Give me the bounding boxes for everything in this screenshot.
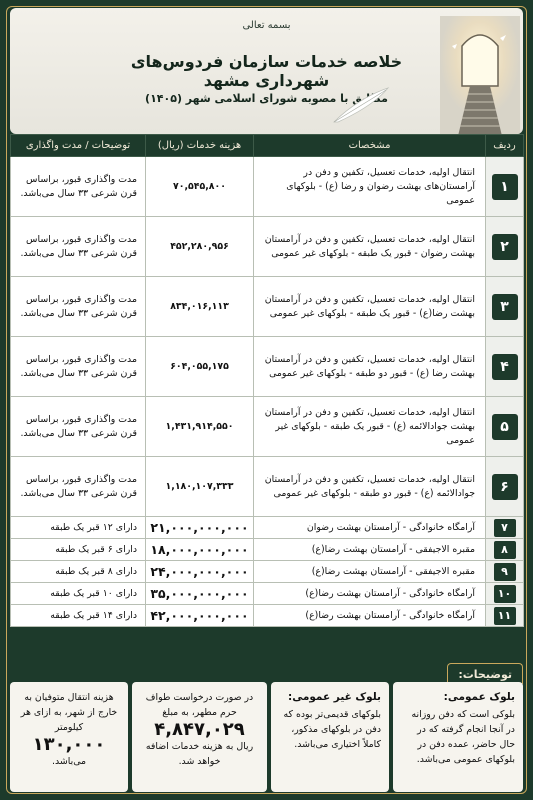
- row-number: ۸: [494, 541, 516, 559]
- table-row: [11, 397, 524, 457]
- row-desc: مدت واگذاری قبور، براساس قرن شرعی ۳۳ سال می‌باشد.: [11, 337, 146, 397]
- notes-heading: توضیحات:: [447, 663, 523, 684]
- page-subtitle: مطابق با مصوبه شورای اسلامی شهر (۱۴۰۵): [145, 92, 388, 105]
- table-row: [11, 157, 524, 217]
- row-number: ۱۱: [494, 607, 516, 625]
- row-spec: مقبره الاجیفقی - آرامستان بهشت رضا(ع): [254, 561, 486, 583]
- row-cost: ۱,۱۸۰,۱۰۷,۳۳۳: [146, 457, 254, 517]
- table-row: [11, 457, 524, 517]
- table-row: [11, 561, 524, 583]
- table-row: [11, 217, 524, 277]
- row-cost: ۲۱,۰۰۰,۰۰۰,۰۰۰: [146, 517, 254, 539]
- row-spec: آرامگاه خانوادگی - آرامستان بهشت رضا(ع): [254, 583, 486, 605]
- row-spec: انتقال اولیه، خدمات تعسیل، تکفین و دفن در آرامستان بهشت رضوان - قبور یک طبقه - بلوکهای غیر عمومی: [254, 217, 486, 277]
- notes-section: [10, 682, 523, 792]
- note-haram-pre: در صورت درخواست طواف حرم مطهر، به مبلغ: [145, 692, 254, 718]
- note-private-block: [271, 682, 389, 792]
- page-title: خلاصه خدمات سازمان فردوس‌های شهرداری مشهد: [130, 52, 403, 90]
- row-number: ۴: [492, 354, 518, 380]
- col-spec: مشخصات: [254, 135, 486, 157]
- row-desc: مدت واگذاری قبور، براساس قرن شرعی ۳۳ سال می‌باشد.: [11, 397, 146, 457]
- table-row: [11, 539, 524, 561]
- row-number: ۵: [492, 414, 518, 440]
- header: [10, 8, 523, 134]
- row-desc: دارای ۶ قبر یک طبقه: [11, 539, 146, 561]
- note-haram-amount: ۴,۸۴۷,۰۲۹: [154, 719, 245, 740]
- note-private-text: بلوکهای قدیمی‌تر بوده که دفن در بلوکهای مذکور، کاملاً اختیاری می‌باشد.: [283, 709, 381, 750]
- row-cost: ۱,۴۳۱,۹۱۴,۵۵۰: [146, 397, 254, 457]
- table-row: [11, 277, 524, 337]
- row-desc: دارای ۱۴ قبر یک طبقه: [11, 605, 146, 627]
- row-number: ۱۰: [494, 585, 516, 603]
- row-cost: ۱۸,۰۰۰,۰۰۰,۰۰۰: [146, 539, 254, 561]
- row-desc: مدت واگذاری قبور، براساس قرن شرعی ۳۳ سال می‌باشد.: [11, 457, 146, 517]
- row-spec: مقبره الاجیفقی - آرامستان بهشت رضا(ع): [254, 539, 486, 561]
- note-public-text: بلوکی است که دفن روزانه در آنجا انجام گرفته که در حال حاضر، عمده دفن در بلوکهای عمومی می‌باشد.: [411, 709, 515, 765]
- row-desc: دارای ۱۰ قبر یک طبقه: [11, 583, 146, 605]
- note-transfer-pre: هزینه انتقال متوفیان به خارج از شهر، به ازای هر کیلومتر: [20, 692, 118, 733]
- row-cost: ۲۴,۰۰۰,۰۰۰,۰۰۰: [146, 561, 254, 583]
- row-spec: انتقال اولیه، خدمات تعسیل، تکفین و دفن در آرامستان بهشت رضا (ع) - قبور دو طبقه - بلوکهای غیر عمومی: [254, 337, 486, 397]
- row-number: ۷: [494, 519, 516, 537]
- row-number: ۹: [494, 563, 516, 581]
- row-cost: ۸۳۴,۰۱۶,۱۱۳: [146, 277, 254, 337]
- note-transfer-amount: ۱۳۰,۰۰۰: [32, 734, 106, 755]
- row-desc: دارای ۸ قبر یک طبقه: [11, 561, 146, 583]
- table-row: [11, 337, 524, 397]
- row-spec: انتقال اولیه، خدمات تعسیل، تکفین و دفن در آرامستان بهشت جوادالائمه (ع) - قبور یک طبقه - بلوکهای غیر عمومی: [254, 397, 486, 457]
- row-cost: ۴۵۲,۲۸۰,۹۵۶: [146, 217, 254, 277]
- bismillah: بسمه تعالی: [242, 20, 291, 31]
- row-desc: مدت واگذاری قبور، براساس قرن شرعی ۳۳ سال می‌باشد.: [11, 277, 146, 337]
- row-cost: ۳۵,۰۰۰,۰۰۰,۰۰۰: [146, 583, 254, 605]
- row-spec: آرامگاه خانوادگی - آرامستان بهشت رضا(ع): [254, 605, 486, 627]
- note-public-block: [393, 682, 523, 792]
- col-cost: هزینه خدمات (ریال): [146, 135, 254, 157]
- row-spec: انتقال اولیه، خدمات تعسیل، تکفین و دفن در آرامستان جوادالائمه (ع) - قبور دو طبقه - بلوکهای غیر عمومی: [254, 457, 486, 517]
- table-header-row: [11, 135, 524, 157]
- note-transfer-post: می‌باشد.: [51, 756, 87, 767]
- row-desc: مدت واگذاری قبور، براساس قرن شرعی ۳۳ سال می‌باشد.: [11, 217, 146, 277]
- row-spec: انتقال اولیه، خدمات تعسیل، تکفین و دفن در آرامستان‌های بهشت رضوان و رضا (ع) - بلوکهای عمومی: [254, 157, 486, 217]
- table-row: [11, 583, 524, 605]
- note-haram-post: ریال به هزینه خدمات اضافه خواهد شد.: [145, 741, 254, 767]
- heaven-stairs-icon: [440, 16, 520, 134]
- services-table: [10, 134, 524, 627]
- note-private-title: بلوک غیر عمومی:: [288, 691, 381, 703]
- note-haram: [132, 682, 267, 792]
- note-public-title: بلوک عمومی:: [443, 691, 515, 703]
- row-cost: ۷۰,۵۴۵,۸۰۰: [146, 157, 254, 217]
- table-row: [11, 605, 524, 627]
- col-desc: توضیحات / مدت واگذاری: [11, 135, 146, 157]
- row-number: ۶: [492, 474, 518, 500]
- row-desc: دارای ۱۲ قبر یک طبقه: [11, 517, 146, 539]
- row-number: ۲: [492, 234, 518, 260]
- row-desc: مدت واگذاری قبور، براساس قرن شرعی ۳۳ سال می‌باشد.: [11, 157, 146, 217]
- feather-icon: [330, 86, 390, 126]
- note-transfer: [10, 682, 128, 792]
- row-cost: ۴۲,۰۰۰,۰۰۰,۰۰۰: [146, 605, 254, 627]
- table-row: [11, 517, 524, 539]
- row-number: ۱: [492, 174, 518, 200]
- row-spec: انتقال اولیه، خدمات تعسیل، تکفین و دفن در آرامستان بهشت رضا(ع) - قبور یک طبقه - بلوکهای غیر عمومی: [254, 277, 486, 337]
- row-number: ۳: [492, 294, 518, 320]
- col-row: ردیف: [486, 135, 524, 157]
- row-cost: ۶۰۴,۰۵۵,۱۷۵: [146, 337, 254, 397]
- row-spec: آرامگاه خانوادگی - آرامستان بهشت رضوان: [254, 517, 486, 539]
